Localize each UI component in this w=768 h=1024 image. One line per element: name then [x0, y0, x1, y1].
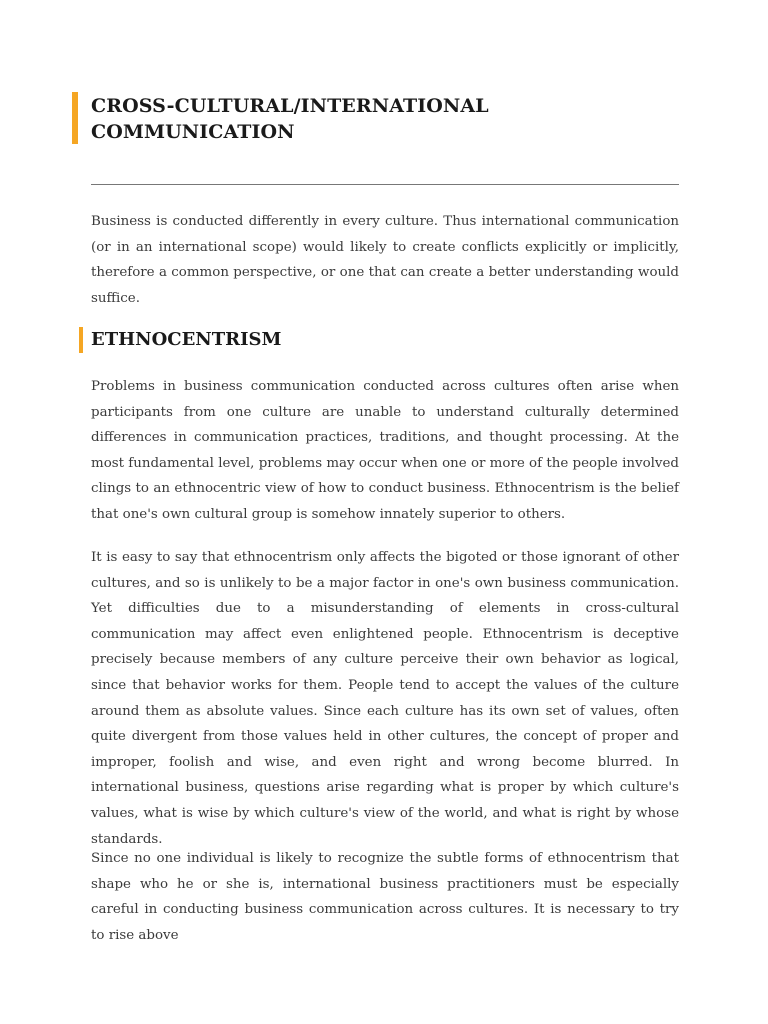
intro-paragraph: Business is conducted differently in every culture. Thus international communication (or in an international scope) would likely to create conflicts explicitly or implicitly, therefore a common perspective, or one that can create a better understanding would suffice. — [91, 214, 679, 306]
title-divider — [91, 184, 679, 185]
page-title: CROSS-CULTURAL/INTERNATIONAL COMMUNICATION — [91, 95, 489, 143]
section-accent-bar — [79, 327, 83, 353]
title-accent-bar — [72, 92, 78, 144]
section-heading: ETHNOCENTRISM — [91, 329, 282, 350]
body-paragraph-3: Since no one individual is likely to recognize the subtle forms of ethnocentrism that shape who he or she is, international business practitioners must be especially careful in conducting business communication across cultures. It is necessary to try to rise above — [91, 851, 679, 943]
body-paragraph-1: Problems in business communication conducted across cultures often arise when participants from one culture are unable to understand culturally determined differences in communication practices, traditions, and thought processing. At the most fundamental level, problems may occur when one or more of the people involved clings to an ethnocentric view of how to conduct business. Ethnocentrism is the belief that one's own cultural group is somehow innately superior to others. — [91, 379, 679, 522]
body-paragraph-2: It is easy to say that ethnocentrism only affects the bigoted or those ignorant of other cultures, and so is unlikely to be a major factor in one's own business communication. Yet difficulties due to a misunderstanding of elements in cross-cultural communication may affect even enlightened people. Ethnocentrism is deceptive precisely because members of any culture perceive their own behavior as logical, since that behavior works for them. People tend to accept the values of the culture around them as absolute values. Since each culture has its own set of values, often quite divergent from those values held in other cultures, the concept of proper and improper, foolish and wise, and even right and wrong become blurred. In international business, questions arise regarding what is proper by which culture's values, what is wise by which culture's view of the world, and what is right by whose standards. — [91, 550, 679, 847]
